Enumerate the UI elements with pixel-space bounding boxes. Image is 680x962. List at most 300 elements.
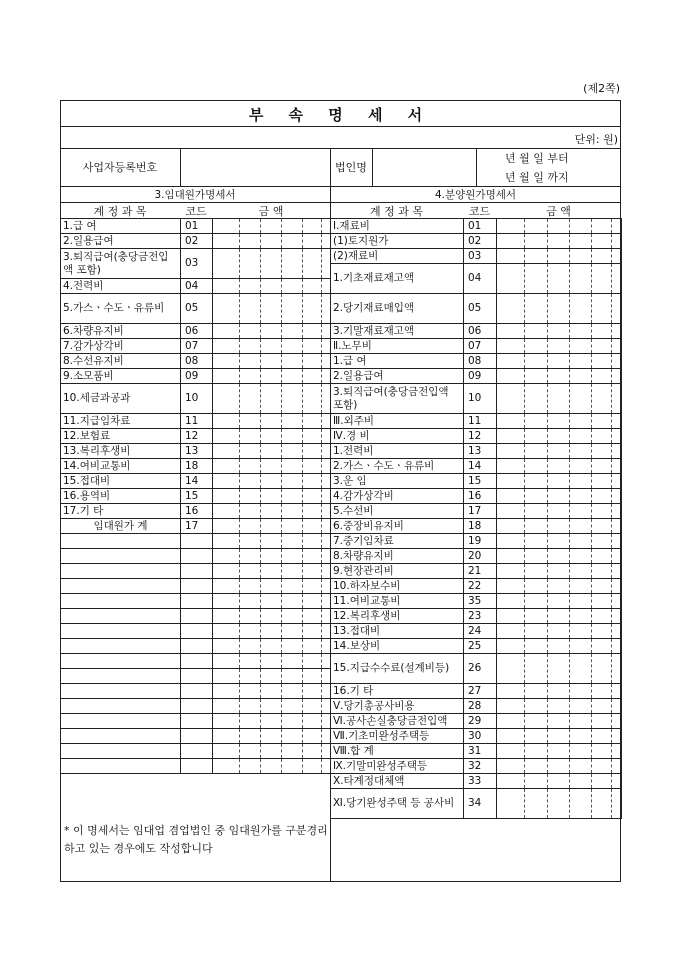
amount-cell[interactable] <box>213 474 331 489</box>
amount-cell[interactable] <box>497 534 622 549</box>
amount-digit-divider <box>524 534 525 548</box>
table-row <box>61 324 331 339</box>
amount-digit-divider <box>569 234 570 248</box>
amount-digit-divider <box>260 234 261 248</box>
account-name <box>61 609 181 624</box>
account-code: 02 <box>181 234 213 249</box>
account-code <box>181 669 213 684</box>
table-row <box>61 234 331 249</box>
table-row <box>61 609 331 624</box>
table-row <box>331 504 622 519</box>
amount-digit-divider <box>239 429 240 443</box>
amount-cell[interactable] <box>213 654 331 669</box>
account-name <box>61 714 181 729</box>
table-row <box>331 744 622 759</box>
account-code: 23 <box>464 609 497 624</box>
amount-cell[interactable] <box>497 654 622 684</box>
amount-digit-divider <box>611 549 612 563</box>
account-name: 10.하자보수비 <box>331 579 464 594</box>
account-code: 35 <box>464 594 497 609</box>
amount-cell[interactable] <box>213 249 331 279</box>
amount-cell[interactable] <box>497 759 622 774</box>
amount-digit-divider <box>260 729 261 743</box>
account-code: 16 <box>181 504 213 519</box>
account-name: 5.가스ㆍ수도ㆍ유류비 <box>61 294 181 324</box>
amount-digit-divider <box>260 219 261 233</box>
account-name: 2.가스ㆍ수도ㆍ유류비 <box>331 459 464 474</box>
amount-digit-divider <box>281 294 282 323</box>
table-row <box>61 744 331 759</box>
amount-digit-divider <box>281 384 282 413</box>
amount-cell[interactable] <box>497 624 622 639</box>
account-name: 13.접대비 <box>331 624 464 639</box>
table-row <box>331 789 622 819</box>
account-code <box>181 684 213 699</box>
amount-digit-divider <box>611 474 612 488</box>
table-row <box>331 594 622 609</box>
account-code: 09 <box>464 369 497 384</box>
amount-digit-divider <box>239 444 240 458</box>
amount-digit-divider <box>260 714 261 728</box>
account-code <box>181 759 213 774</box>
amount-cell[interactable] <box>213 639 331 654</box>
amount-digit-divider <box>591 324 592 338</box>
amount-cell[interactable] <box>497 354 622 369</box>
amount-cell[interactable] <box>213 219 331 234</box>
amount-digit-divider <box>569 369 570 383</box>
title-divider <box>60 126 621 127</box>
account-code: 29 <box>464 714 497 729</box>
amount-digit-divider <box>281 429 282 443</box>
account-code: 15 <box>464 474 497 489</box>
table-row <box>331 324 622 339</box>
amount-digit-divider <box>281 519 282 533</box>
amount-digit-divider <box>591 759 592 773</box>
amount-cell[interactable] <box>497 414 622 429</box>
account-code: 03 <box>464 249 497 264</box>
account-name: 9.현장관리비 <box>331 564 464 579</box>
amount-digit-divider <box>547 444 548 458</box>
amount-digit-divider <box>281 249 282 278</box>
amount-digit-divider <box>239 654 240 668</box>
amount-digit-divider <box>321 279 322 293</box>
account-code: 03 <box>181 249 213 279</box>
account-code: 18 <box>464 519 497 534</box>
amount-cell[interactable] <box>497 429 622 444</box>
amount-digit-divider <box>569 489 570 503</box>
amount-digit-divider <box>260 654 261 668</box>
amount-cell[interactable] <box>497 264 622 294</box>
amount-digit-divider <box>611 699 612 713</box>
amount-digit-divider <box>611 714 612 728</box>
amount-digit-divider <box>321 429 322 443</box>
amount-digit-divider <box>569 444 570 458</box>
account-name <box>61 594 181 609</box>
amount-digit-divider <box>611 294 612 323</box>
amount-cell[interactable] <box>497 579 622 594</box>
account-name: 12.보험료 <box>61 429 181 444</box>
table-row <box>61 729 331 744</box>
amount-digit-divider <box>611 519 612 533</box>
amount-digit-divider <box>611 639 612 653</box>
account-name <box>61 564 181 579</box>
amount-cell[interactable] <box>213 549 331 564</box>
amount-cell[interactable] <box>497 489 622 504</box>
corp-name-label: 법인명 <box>335 161 367 174</box>
account-name <box>61 669 181 684</box>
amount-cell[interactable] <box>497 369 622 384</box>
table-row <box>61 624 331 639</box>
amount-digit-divider <box>611 759 612 773</box>
amount-cell[interactable] <box>497 384 622 414</box>
table-row <box>61 444 331 459</box>
amount-cell[interactable] <box>497 459 622 474</box>
amount-cell[interactable] <box>497 684 622 699</box>
account-code: 07 <box>464 339 497 354</box>
account-code <box>181 639 213 654</box>
amount-cell[interactable] <box>497 234 622 249</box>
amount-digit-divider <box>524 549 525 563</box>
amount-digit-divider <box>260 339 261 353</box>
account-code: 32 <box>464 759 497 774</box>
table-row <box>61 699 331 714</box>
table-row <box>331 774 622 789</box>
amount-cell[interactable] <box>497 324 622 339</box>
amount-cell[interactable] <box>497 609 622 624</box>
account-name: Ⅳ.경 비 <box>331 429 464 444</box>
amount-cell[interactable] <box>213 699 331 714</box>
amount-digit-divider <box>302 249 303 278</box>
amount-digit-divider <box>239 414 240 428</box>
amount-digit-divider <box>302 759 303 773</box>
account-name <box>61 534 181 549</box>
account-code: 30 <box>464 729 497 744</box>
amount-digit-divider <box>524 324 525 338</box>
amount-cell[interactable] <box>213 489 331 504</box>
amount-cell[interactable] <box>213 744 331 759</box>
amount-digit-divider <box>611 594 612 608</box>
amount-digit-divider <box>260 759 261 773</box>
amount-digit-divider <box>321 624 322 638</box>
table-row <box>331 579 622 594</box>
amount-digit-divider <box>524 789 525 818</box>
amount-digit-divider <box>569 414 570 428</box>
amount-digit-divider <box>591 579 592 593</box>
amount-digit-divider <box>611 429 612 443</box>
account-code: 08 <box>181 354 213 369</box>
table-row <box>331 684 622 699</box>
amount-digit-divider <box>524 609 525 623</box>
account-name: Ⅲ.외주비 <box>331 414 464 429</box>
account-code <box>181 579 213 594</box>
amount-digit-divider <box>611 579 612 593</box>
amount-cell[interactable] <box>213 324 331 339</box>
amount-cell[interactable] <box>497 219 622 234</box>
amount-cell[interactable] <box>497 474 622 489</box>
amount-digit-divider <box>611 459 612 473</box>
amount-digit-divider <box>611 354 612 368</box>
amount-digit-divider <box>239 369 240 383</box>
account-code <box>181 744 213 759</box>
right-section-title: 4.분양원가명세서 <box>434 189 517 201</box>
amount-digit-divider <box>239 729 240 743</box>
account-code: 06 <box>181 324 213 339</box>
amount-digit-divider <box>302 474 303 488</box>
rental-cost-table <box>60 218 331 774</box>
amount-cell[interactable] <box>213 369 331 384</box>
account-code <box>181 594 213 609</box>
amount-digit-divider <box>321 219 322 233</box>
account-code: 31 <box>464 744 497 759</box>
account-name: 8.차량유지비 <box>331 549 464 564</box>
amount-cell[interactable] <box>213 429 331 444</box>
amount-digit-divider <box>281 594 282 608</box>
amount-digit-divider <box>302 504 303 518</box>
amount-digit-divider <box>547 639 548 653</box>
amount-digit-divider <box>281 654 282 668</box>
amount-digit-divider <box>260 384 261 413</box>
amount-digit-divider <box>239 714 240 728</box>
amount-cell[interactable] <box>497 729 622 744</box>
amount-digit-divider <box>260 279 261 293</box>
table-row <box>61 519 331 534</box>
amount-digit-divider <box>302 459 303 473</box>
amount-digit-divider <box>547 504 548 518</box>
amount-digit-divider <box>569 549 570 563</box>
amount-digit-divider <box>611 684 612 698</box>
amount-cell[interactable] <box>213 534 331 549</box>
amount-digit-divider <box>321 549 322 563</box>
amount-digit-divider <box>611 654 612 683</box>
amount-digit-divider <box>611 489 612 503</box>
table-row <box>331 444 622 459</box>
account-code: 10 <box>181 384 213 414</box>
amount-digit-divider <box>281 564 282 578</box>
amount-cell[interactable] <box>213 504 331 519</box>
amount-cell[interactable] <box>213 234 331 249</box>
table-row <box>61 684 331 699</box>
amount-cell[interactable] <box>497 249 622 264</box>
amount-digit-divider <box>260 519 261 533</box>
table-row <box>61 474 331 489</box>
table-row <box>331 234 622 249</box>
amount-digit-divider <box>321 459 322 473</box>
table-row <box>61 429 331 444</box>
amount-digit-divider <box>281 339 282 353</box>
account-name: 7.중기임차료 <box>331 534 464 549</box>
amount-cell[interactable] <box>497 639 622 654</box>
amount-digit-divider <box>569 339 570 353</box>
divider <box>180 148 181 186</box>
amount-digit-divider <box>547 654 548 683</box>
amount-cell[interactable] <box>497 594 622 609</box>
amount-digit-divider <box>569 249 570 263</box>
amount-cell[interactable] <box>213 609 331 624</box>
table-row <box>61 219 331 234</box>
amount-digit-divider <box>302 744 303 758</box>
account-name: 12.복리후생비 <box>331 609 464 624</box>
amount-digit-divider <box>547 324 548 338</box>
amount-digit-divider <box>302 369 303 383</box>
account-code: 05 <box>181 294 213 324</box>
amount-cell[interactable] <box>213 729 331 744</box>
amount-cell[interactable] <box>213 624 331 639</box>
amount-cell[interactable] <box>497 504 622 519</box>
amount-digit-divider <box>569 579 570 593</box>
amount-digit-divider <box>547 624 548 638</box>
amount-digit-divider <box>239 609 240 623</box>
amount-digit-divider <box>524 384 525 413</box>
amount-digit-divider <box>321 504 322 518</box>
account-code <box>181 699 213 714</box>
amount-digit-divider <box>281 324 282 338</box>
account-name: Ⅷ.합 계 <box>331 744 464 759</box>
amount-cell[interactable] <box>497 294 622 324</box>
account-name: Ⅰ.재료비 <box>331 219 464 234</box>
table-row <box>331 294 622 324</box>
amount-digit-divider <box>281 549 282 563</box>
amount-cell[interactable] <box>213 579 331 594</box>
amount-digit-divider <box>591 219 592 233</box>
account-name: 17.기 타 <box>61 504 181 519</box>
account-name: 14.보상비 <box>331 639 464 654</box>
amount-digit-divider <box>591 654 592 683</box>
account-code: 27 <box>464 684 497 699</box>
amount-digit-divider <box>281 624 282 638</box>
amount-cell[interactable] <box>497 564 622 579</box>
amount-cell[interactable] <box>213 294 331 324</box>
table-row <box>61 714 331 729</box>
amount-cell[interactable] <box>497 444 622 459</box>
amount-digit-divider <box>239 744 240 758</box>
amount-digit-divider <box>281 744 282 758</box>
amount-digit-divider <box>591 684 592 698</box>
amount-digit-divider <box>611 504 612 518</box>
account-name: 8.수선유지비 <box>61 354 181 369</box>
amount-cell[interactable] <box>497 774 622 789</box>
amount-digit-divider <box>524 459 525 473</box>
account-name: 11.여비교통비 <box>331 594 464 609</box>
amount-digit-divider <box>611 744 612 758</box>
amount-cell[interactable] <box>213 684 331 699</box>
amount-digit-divider <box>239 759 240 773</box>
amount-cell[interactable] <box>213 444 331 459</box>
amount-digit-divider <box>260 534 261 548</box>
amount-cell[interactable] <box>497 699 622 714</box>
amount-cell[interactable] <box>497 789 622 819</box>
amount-digit-divider <box>524 714 525 728</box>
account-name: (1)토지원가 <box>331 234 464 249</box>
account-code: 33 <box>464 774 497 789</box>
amount-digit-divider <box>611 384 612 413</box>
amount-digit-divider <box>281 609 282 623</box>
amount-digit-divider <box>321 609 322 623</box>
amount-cell[interactable] <box>213 594 331 609</box>
right-col-amount: 금 액 <box>546 205 571 218</box>
amount-digit-divider <box>569 774 570 788</box>
amount-digit-divider <box>524 249 525 263</box>
amount-digit-divider <box>547 369 548 383</box>
amount-cell[interactable] <box>213 669 331 684</box>
amount-cell[interactable] <box>497 519 622 534</box>
amount-digit-divider <box>302 639 303 653</box>
amount-digit-divider <box>260 354 261 368</box>
amount-cell[interactable] <box>213 384 331 414</box>
account-code: 06 <box>464 324 497 339</box>
amount-digit-divider <box>281 234 282 248</box>
divider <box>476 148 477 186</box>
amount-digit-divider <box>547 744 548 758</box>
amount-digit-divider <box>547 564 548 578</box>
amount-digit-divider <box>611 264 612 293</box>
account-name: 4.전력비 <box>61 279 181 294</box>
amount-digit-divider <box>524 294 525 323</box>
amount-digit-divider <box>524 444 525 458</box>
amount-digit-divider <box>611 219 612 233</box>
amount-digit-divider <box>321 534 322 548</box>
amount-cell[interactable] <box>213 354 331 369</box>
amount-cell[interactable] <box>213 279 331 294</box>
amount-digit-divider <box>524 639 525 653</box>
amount-digit-divider <box>547 294 548 323</box>
amount-digit-divider <box>524 684 525 698</box>
amount-digit-divider <box>321 654 322 668</box>
amount-digit-divider <box>260 699 261 713</box>
amount-cell[interactable] <box>213 519 331 534</box>
amount-cell[interactable] <box>213 339 331 354</box>
amount-digit-divider <box>591 594 592 608</box>
amount-digit-divider <box>591 519 592 533</box>
amount-digit-divider <box>547 579 548 593</box>
amount-digit-divider <box>321 729 322 743</box>
amount-cell[interactable] <box>213 714 331 729</box>
amount-digit-divider <box>260 429 261 443</box>
account-code: 12 <box>181 429 213 444</box>
amount-digit-divider <box>524 594 525 608</box>
amount-digit-divider <box>302 279 303 293</box>
account-name: 16.기 타 <box>331 684 464 699</box>
amount-cell[interactable] <box>497 339 622 354</box>
amount-cell[interactable] <box>213 759 331 774</box>
amount-digit-divider <box>302 534 303 548</box>
amount-cell[interactable] <box>497 549 622 564</box>
table-row <box>331 549 622 564</box>
amount-digit-divider <box>302 669 303 683</box>
amount-digit-divider <box>281 369 282 383</box>
amount-digit-divider <box>260 564 261 578</box>
amount-digit-divider <box>302 444 303 458</box>
amount-digit-divider <box>260 294 261 323</box>
amount-digit-divider <box>524 234 525 248</box>
table-row <box>331 369 622 384</box>
amount-digit-divider <box>591 744 592 758</box>
amount-digit-divider <box>547 774 548 788</box>
account-code: 04 <box>181 279 213 294</box>
amount-digit-divider <box>260 594 261 608</box>
amount-digit-divider <box>281 474 282 488</box>
amount-cell[interactable] <box>213 459 331 474</box>
amount-cell[interactable] <box>497 744 622 759</box>
amount-digit-divider <box>611 789 612 818</box>
amount-digit-divider <box>321 249 322 278</box>
amount-digit-divider <box>569 624 570 638</box>
amount-digit-divider <box>239 534 240 548</box>
amount-cell[interactable] <box>213 414 331 429</box>
amount-cell[interactable] <box>213 564 331 579</box>
amount-digit-divider <box>591 459 592 473</box>
account-code: 05 <box>464 294 497 324</box>
amount-cell[interactable] <box>497 714 622 729</box>
